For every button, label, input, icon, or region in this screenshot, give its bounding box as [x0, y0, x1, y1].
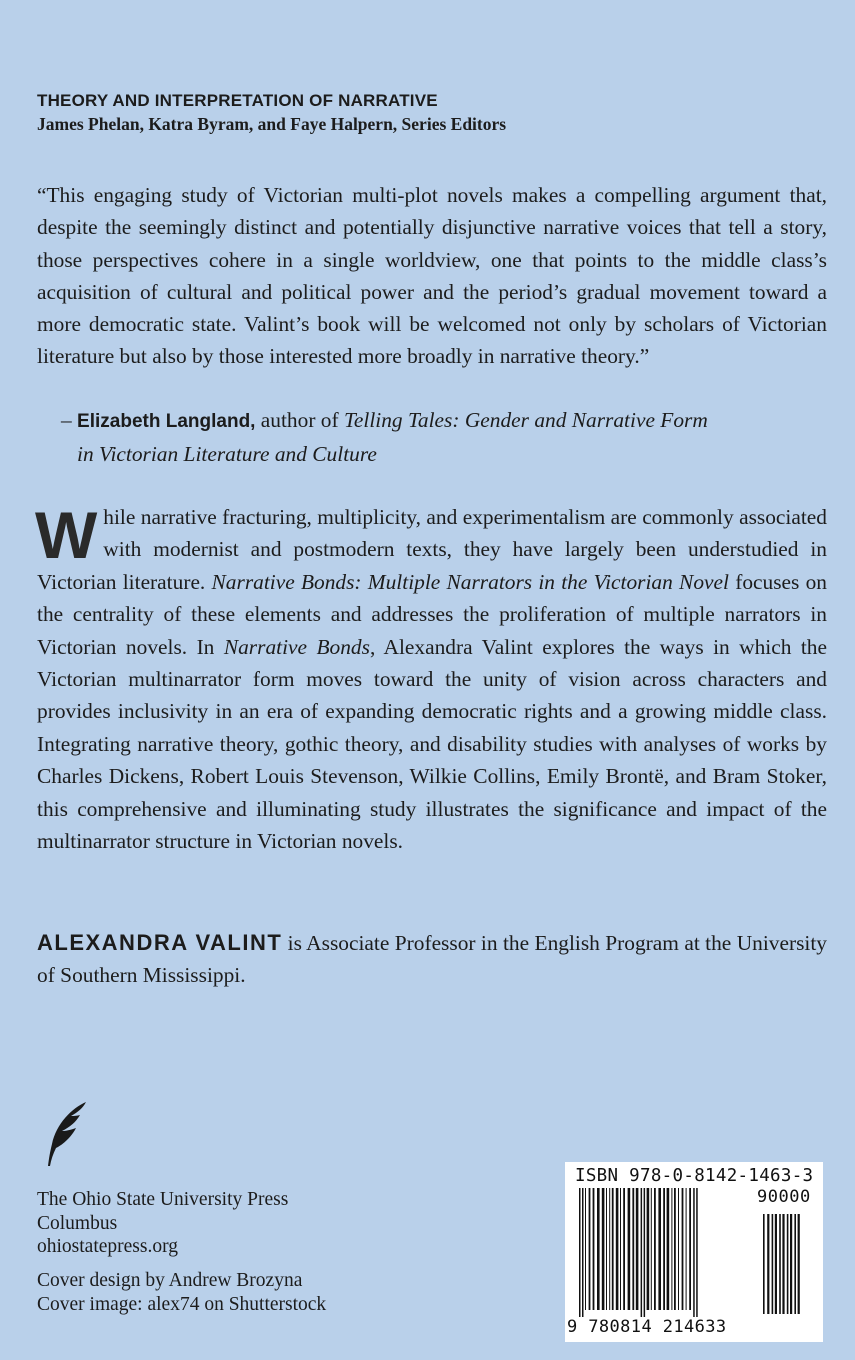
- attribution-work-1: Telling Tales: Gender and Narrative Form: [343, 408, 708, 432]
- barcode-bar: [772, 1214, 774, 1314]
- barcode-bars: [567, 1188, 823, 1338]
- attribution-name: Elizabeth Langland,: [77, 411, 256, 432]
- barcode-bar: [658, 1188, 661, 1310]
- cover-credits: [37, 1269, 437, 1317]
- barcode-bar: [654, 1188, 656, 1310]
- author-bio-text: is Associate Professor in the English Program at the University of Southern Mississippi.: [37, 931, 828, 988]
- quill-icon: [42, 1100, 92, 1170]
- barcode-bar: [636, 1188, 639, 1310]
- barcode-bar: [585, 1188, 586, 1310]
- barcode-bar: [616, 1188, 619, 1310]
- barcode-bar: [579, 1188, 581, 1320]
- drop-cap: W: [35, 498, 98, 572]
- barcode-bar: [597, 1188, 600, 1310]
- author-bio-paragraph: [37, 927, 827, 992]
- book-description: [35, 498, 827, 857]
- barcode-bar: [787, 1214, 789, 1314]
- barcode-bar: [693, 1188, 695, 1320]
- publisher-website[interactable]: ohiostatepress.org: [37, 1236, 178, 1257]
- barcode-bar: [696, 1188, 698, 1320]
- barcode-bar: [647, 1188, 650, 1310]
- barcode-bar: [589, 1188, 591, 1310]
- barcode-bar: [763, 1214, 765, 1314]
- cover-image-credit: Cover image: alex74 on Shutterstock: [37, 1294, 327, 1315]
- barcode-bar: [674, 1188, 676, 1310]
- barcode-bar: [620, 1188, 621, 1310]
- blurb-quote-text: “This engaging study of Victorian multi-plot novels makes a compelling argument that, despite the seemingly distinct and potentially disjunctive narrative voices that tell a story, those perspectives cohere in a single worldview, one that points to the middle class’s acquisition of cultural and political power and the period’s gradual movement toward a more democratic state. Valint’s book will be welcomed not only by scholars of Victorian literature but also by those interested more broadly in narrative theory.”: [37, 183, 827, 369]
- barcode-bar: [644, 1188, 646, 1320]
- barcode-bar: [782, 1214, 784, 1314]
- barcode-bar: [609, 1188, 610, 1310]
- barcode-bar: [628, 1188, 631, 1310]
- series-header: [37, 89, 817, 135]
- barcode-supplement: 90000: [757, 1187, 811, 1207]
- barcode-bar: [632, 1188, 634, 1310]
- barcode-bar: [663, 1188, 665, 1310]
- author-bio: [37, 927, 827, 992]
- barcode-bar: [686, 1188, 687, 1310]
- barcode-bar: [671, 1188, 672, 1310]
- ean-number: 9 780814 214633: [565, 1317, 762, 1337]
- attribution-line-2: [61, 438, 821, 470]
- series-title: THEORY AND INTERPRETATION OF NARRATIVE: [37, 91, 438, 110]
- description-text-3: , Alexandra Valint explores the ways in which the Victorian multinarrator form moves toward the unity of vision across characters and provides inclusivity in an era of expanding democratic rights and a growing middle class. Integrating narrative theory, gothic theory, and disability studies with analyses of works by Charles Dickens, Robert Louis Stevenson, Wilkie Collins, Emily Brontë, and Bram Stoker, this comprehensive and illuminating study illustrates the significance and impact of the multinarrator structure in Victorian novels.: [37, 634, 827, 854]
- barcode-bar: [794, 1214, 796, 1314]
- description-book-title: Narrative Bonds: Multiple Narrators in the Victorian Novel: [211, 569, 729, 594]
- barcode-bar: [612, 1188, 614, 1310]
- description-paragraph: [35, 498, 827, 857]
- attribution-dash: –: [61, 408, 78, 432]
- barcode-bar: [623, 1188, 625, 1310]
- barcode-bar: [602, 1188, 605, 1310]
- series-editors: James Phelan, Katra Byram, and Faye Halpern, Series Editors: [37, 114, 507, 134]
- description-text-2: focuses on the centrality of these elements and addresses the proliferation of multiple narrators in Victorian novels. In: [37, 569, 827, 659]
- publisher-name: The Ohio State University Press: [37, 1189, 289, 1210]
- barcode-bar: [775, 1214, 777, 1314]
- barcode-bar: [779, 1214, 781, 1314]
- barcode-bar: [593, 1188, 595, 1310]
- barcode-bar: [798, 1214, 800, 1314]
- blurb-attribution: [61, 404, 821, 471]
- attribution-work-2: in Victorian Literature and Culture: [77, 442, 377, 467]
- barcode-bar: [641, 1188, 643, 1320]
- barcode-bar: [678, 1188, 679, 1310]
- barcode-bar: [606, 1188, 607, 1310]
- barcode-bar: [682, 1188, 684, 1310]
- attribution-line-1: [61, 404, 821, 438]
- barcode-bar: [767, 1214, 769, 1314]
- publisher-info: [37, 1188, 437, 1259]
- description-book-title-short: Narrative Bonds: [223, 634, 370, 659]
- attribution-role: author of: [255, 408, 344, 432]
- barcode-bar: [790, 1214, 792, 1314]
- cover-design-credit: Cover design by Andrew Brozyna: [37, 1270, 303, 1291]
- description-text-1: hile narrative fracturing, multiplicity, and experimentalism are commonly associated with modernist and postmodern texts, they have largely been understudied in Victorian literature.: [37, 505, 827, 594]
- barcode-bar: [651, 1188, 652, 1310]
- isbn-label: ISBN 978-0-8142-1463-3: [575, 1166, 814, 1186]
- barcode-bar: [582, 1188, 584, 1320]
- author-name: ALEXANDRA VALINT: [37, 930, 283, 955]
- barcode-bar: [667, 1188, 670, 1310]
- blurb-quote: [37, 179, 827, 373]
- barcode-bar: [689, 1188, 691, 1310]
- barcode: [565, 1162, 823, 1342]
- publisher-city: Columbus: [37, 1212, 118, 1234]
